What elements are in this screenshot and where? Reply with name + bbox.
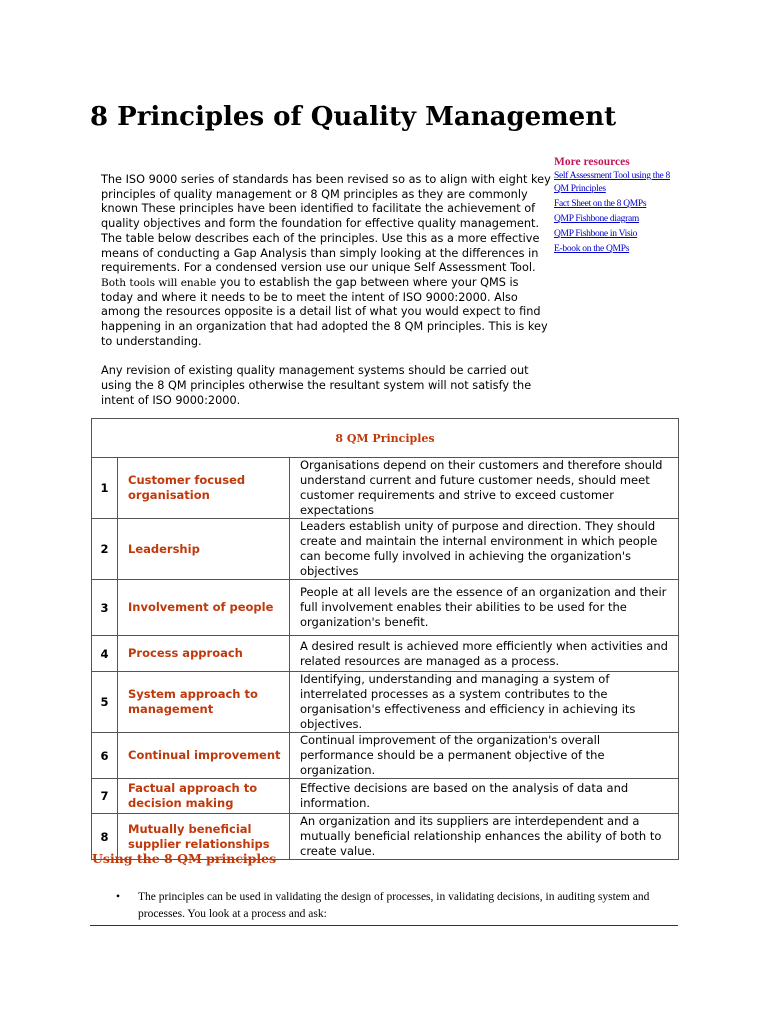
principle-number: 5	[92, 672, 118, 733]
principle-name: Leadership	[118, 519, 290, 580]
principle-description: People at all levels are the essence of an organization and their full involvement enables their abilities to be used for the organization's benefit.	[290, 580, 679, 636]
principle-name: Process approach	[118, 636, 290, 672]
principle-number: 6	[92, 733, 118, 779]
table-row	[92, 672, 679, 733]
table-row	[92, 519, 679, 580]
link-fact-sheet[interactable]: Fact Sheet on the 8 QMPs	[554, 199, 647, 209]
principle-description: Organisations depend on their customers and therefore should understand current and future customer needs, should meet customer requirements and strive to exceed customer expectations	[290, 458, 679, 519]
intro-text-part-c: you to establish the gap between where your QMS is today and where it needs to be to meet the intent of ISO 9000:2000. Also among the resources opposite is a detail list of what you would expect to find happening in an organization that had adopted the 8 QM principles. This is key to understanding.	[101, 275, 548, 348]
principle-description: Continual improvement of the organization's overall performance should be a permanent objective of the organization.	[290, 733, 679, 779]
table-row	[92, 580, 679, 636]
bullet-icon: •	[116, 891, 121, 903]
principle-description: Leaders establish unity of purpose and direction. They should create and maintain the internal environment in which people can become fully involved in achieving the organization's objectives	[290, 519, 679, 580]
principle-name: Customer focused organisation	[118, 458, 290, 519]
principle-name: Factual approach to decision making	[118, 779, 290, 814]
principle-number: 3	[92, 580, 118, 636]
principle-number: 4	[92, 636, 118, 672]
principle-number: 8	[92, 814, 118, 860]
principle-description: A desired result is achieved more efficiently when activities and related resources are managed as a process.	[290, 636, 679, 672]
intro-text	[101, 173, 551, 424]
table-row	[92, 458, 679, 519]
principle-description: Effective decisions are based on the analysis of data and information.	[290, 779, 679, 814]
principle-name: Involvement of people	[118, 580, 290, 636]
more-resources-title: More resources	[554, 156, 630, 168]
principle-name: Mutually beneficial supplier relationships	[118, 814, 290, 860]
list-item-text: The principles can be used in validating the design of processes, in validating decisions, in auditing system and processes. You look at a process and ask:	[138, 891, 650, 920]
intro-text-part-b: Both tools will enable	[101, 276, 217, 289]
table-row	[92, 779, 679, 814]
intro-paragraph-2: Any revision of existing quality management systems should be carried out using the 8 QM principles otherwise the resultant system will not satisfy the intent of ISO 9000:2000.	[101, 364, 532, 407]
link-ebook[interactable]: E-book on the QMPs	[554, 244, 630, 254]
using-principles-heading: Using the 8 QM principles	[92, 851, 277, 866]
principle-number: 7	[92, 779, 118, 814]
table-row	[92, 733, 679, 779]
qm-principles-table	[91, 418, 679, 860]
intro-paragraph-1	[101, 173, 551, 349]
link-self-assessment-tool[interactable]: Self Assessment Tool using the 8 QM Principles	[554, 171, 670, 194]
link-fishbone-diagram[interactable]: QMP Fishbone diagram	[554, 214, 639, 224]
principle-name: Continual improvement	[118, 733, 290, 779]
divider	[90, 925, 678, 926]
link-fishbone-visio[interactable]: QMP Fishbone in Visio	[554, 229, 638, 239]
principle-name: System approach to management	[118, 672, 290, 733]
page-title: 8 Principles of Quality Management	[90, 102, 617, 132]
list-item	[116, 889, 676, 923]
principle-number: 2	[92, 519, 118, 580]
more-resources-panel	[554, 156, 684, 256]
principle-description: Identifying, understanding and managing a system of interrelated processes as a system contributes to the organisation's effectiveness and efficiency in achieving its objectives.	[290, 672, 679, 733]
table-header-row	[92, 419, 679, 458]
principle-description: An organization and its suppliers are interdependent and a mutually beneficial relationship enhances the ability of both to create value.	[290, 814, 679, 860]
table-row	[92, 636, 679, 672]
table-header: 8 QM Principles	[92, 419, 679, 458]
intro-text-part-a: The ISO 9000 series of standards has been revised so as to align with eight key principles of quality management or 8 QM principles as they are commonly known These principles have been identified to facilitate the achievement of quality objectives and form the foundation for effective quality management. The table below describes each of the principles. Use this as a more effective means of conducting a Gap Analysis than simply looking at the differences in requirements. For a condensed version use our unique Self Assessment Tool.	[101, 173, 551, 275]
using-principles-list	[116, 889, 676, 923]
principle-number: 1	[92, 458, 118, 519]
